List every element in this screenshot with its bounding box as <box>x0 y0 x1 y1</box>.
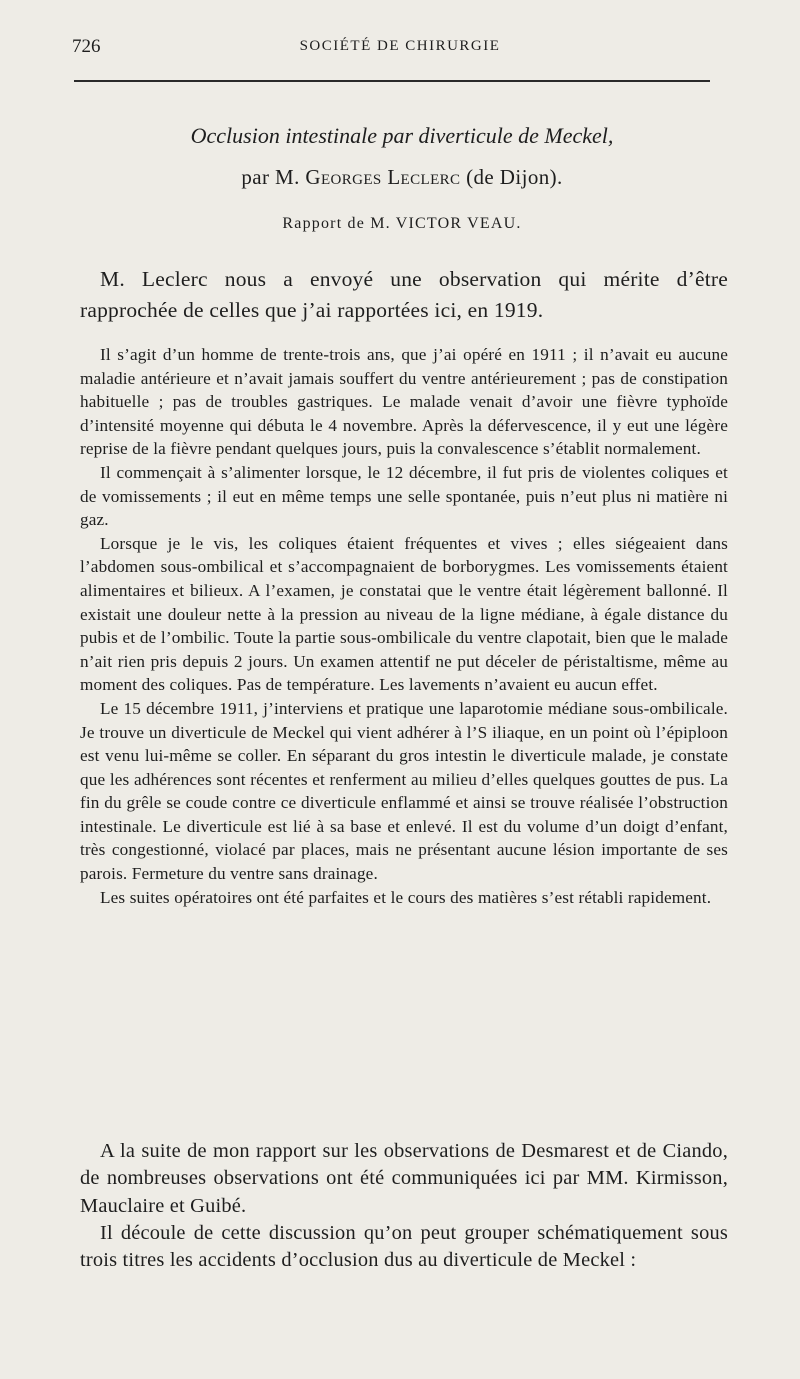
byline-prefix: par M. <box>241 165 306 189</box>
article-byline <box>70 165 734 190</box>
author-name: Georges Leclerc <box>305 165 461 189</box>
running-head <box>72 36 728 64</box>
lead-paragraph <box>80 264 728 326</box>
page-number: 726 <box>72 36 101 57</box>
paragraph: Le 15 décembre 1911, j’interviens et pratique une laparotomie médiane sous-ombilicale. Je trouve un diverticule de Meckel qui vient adhérer à l’S iliaque, en un point où l’épiploon est venu lui-même se coller. En séparant du gros intestin le diverticule malade, je constate que les adhérences sont récentes et renferment au milieu d’elles quelques gouttes de pus. La fin du grêle se coude contre ce diverticule enflammé et ainsi se trouve réalisée l’obstruction intestinale. Le diverticule est lié à sa base et enlevé. Il est du volume d’un doigt d’enfant, très congestionné, violacé par places, mais ne présentant aucune lésion importante de ses parois. Fermeture du ventre sans drainage. <box>80 698 728 884</box>
paragraph: Il commençait à s’alimenter lorsque, le 12 décembre, il fut pris de violentes coliques et de vomissements ; il eut en même temps une selle spontanée, puis n’eut plus ni matière ni gaz. <box>80 462 728 530</box>
paragraph: Il découle de cette discussion qu’on peut grouper schématiquement sous trois titres les accidents d’occlusion dus au diverticule de Meckel : <box>80 1221 728 1272</box>
header-rule <box>74 80 710 82</box>
paragraph: A la suite de mon rapport sur les observations de Desmarest et de Ciando, de nombreuses observations ont été communiquées ici par MM. Kirmisson, Mauclaire et Guibé. <box>80 1140 728 1217</box>
closing-discussion <box>80 1138 728 1274</box>
report-attribution: Rapport de M. VICTOR VEAU. <box>282 215 522 232</box>
case-report <box>80 343 728 909</box>
article-title: Occlusion intestinale par diverticule de Meckel, <box>190 123 614 148</box>
paragraph: M. Leclerc nous a envoyé une observation qui mérite d’être rapprochée de celles que j’ai rapportées ici, en 1919. <box>80 267 728 322</box>
paragraph: Il s’agit d’un homme de trente-trois ans, que j’ai opéré en 1911 ; il n’avait eu aucune maladie antérieure et n’avait jamais souffert du ventre antérieurement ; pas de constipation habituelle ; pas de troubles gastriques. Le malade venait d’avoir une fièvre typhoïde d’intensité moyenne qui débuta le 4 novembre. Après la défervescence, il y eut une légère reprise de la fièvre pendant quelques jours, puis la convalescence s’établit normalement. <box>80 345 728 459</box>
paragraph: Les suites opératoires ont été parfaites et le cours des matières s’est rétabli rapidement. <box>100 887 712 907</box>
paragraph: Lorsque je le vis, les coliques étaient fréquentes et vives ; elles siégeaient dans l’abdomen sous-ombilical et s’accompagnaient de borborygmes. Les vomissements étaient alimentaires et bilieux. A l’examen, je constatai que le ventre était légèrement ballonné. Il existait une douleur nette à la pression au niveau de la ligne médiane, à égale distance du pubis et de l’ombilic. Toute la partie sous-ombilicale du ventre clapotait, bien que le malade n’ait rien pris depuis 2 jours. Un examen attentif ne put déceler de péristaltisme, même au moment des coliques. Pas de température. Les lavements n’avaient eu aucun effet. <box>80 533 728 695</box>
byline-affiliation: (de Dijon). <box>460 165 563 189</box>
running-title: SOCIÉTÉ DE CHIRURGIE <box>299 38 501 54</box>
